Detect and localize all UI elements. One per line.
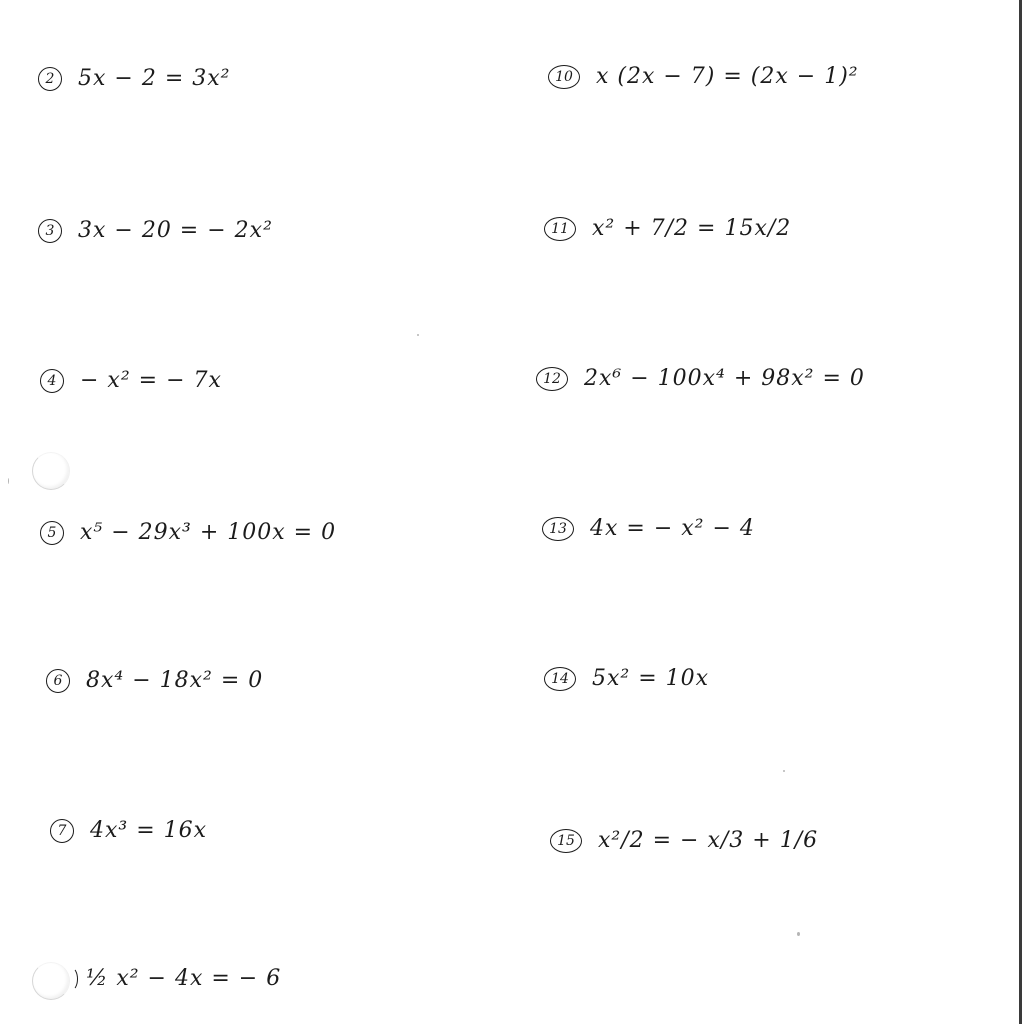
- speck: [417, 334, 419, 336]
- problem-number: 3: [38, 219, 62, 243]
- problem-equation: − x² = − 7x: [80, 368, 222, 393]
- speck: [797, 932, 800, 936]
- page-edge: [1019, 0, 1022, 1024]
- problem-number: [64, 967, 78, 991]
- problem-7: [50, 818, 207, 843]
- problem-13: [542, 516, 755, 541]
- problem-3: [38, 218, 273, 243]
- problem-5: [40, 520, 336, 545]
- problem-equation: 4x³ = 16x: [90, 818, 208, 843]
- problem-number: 6: [46, 669, 70, 693]
- problem-number: 4: [40, 369, 64, 393]
- problem-equation: x (2x − 7) = (2x − 1)²: [596, 64, 859, 89]
- problem-equation: x²/2 = − x/3 + 1/6: [598, 828, 819, 853]
- problem-number: 12: [536, 367, 568, 391]
- problem-14: [544, 666, 709, 691]
- problem-equation: x² + 7/2 = 15x/2: [592, 216, 792, 241]
- problem-4: [40, 368, 222, 393]
- problem-11: [544, 216, 791, 241]
- problem-8: [40, 966, 281, 991]
- problem-6: [46, 668, 263, 693]
- problem-equation: 8x⁴ − 18x² = 0: [86, 668, 264, 693]
- problem-number: 13: [542, 517, 574, 541]
- problem-equation: x⁵ − 29x³ + 100x = 0: [80, 520, 337, 545]
- problem-number: 15: [550, 829, 582, 853]
- problem-equation: 3x − 20 = − 2x²: [78, 218, 273, 243]
- problem-equation: 2x⁶ − 100x⁴ + 98x² = 0: [584, 366, 865, 391]
- problem-10: [548, 64, 859, 89]
- problem-number: 10: [548, 65, 580, 89]
- problem-number: 14: [544, 667, 576, 691]
- punch-hole-icon: [32, 452, 70, 490]
- problem-2: [38, 66, 230, 91]
- speck: [8, 478, 9, 484]
- problem-15: [550, 828, 818, 853]
- problem-number: 5: [40, 521, 64, 545]
- problem-equation: 5x² = 10x: [592, 666, 710, 691]
- problem-equation: 4x = − x² − 4: [590, 516, 755, 541]
- speck: [783, 770, 785, 772]
- problem-equation: ½ x² − 4x = − 6: [86, 966, 282, 991]
- problem-number: 2: [38, 67, 62, 91]
- problem-12: [536, 366, 865, 391]
- problem-number: 7: [50, 819, 74, 843]
- problem-equation: 5x − 2 = 3x²: [78, 66, 231, 91]
- problem-number: 11: [544, 217, 576, 241]
